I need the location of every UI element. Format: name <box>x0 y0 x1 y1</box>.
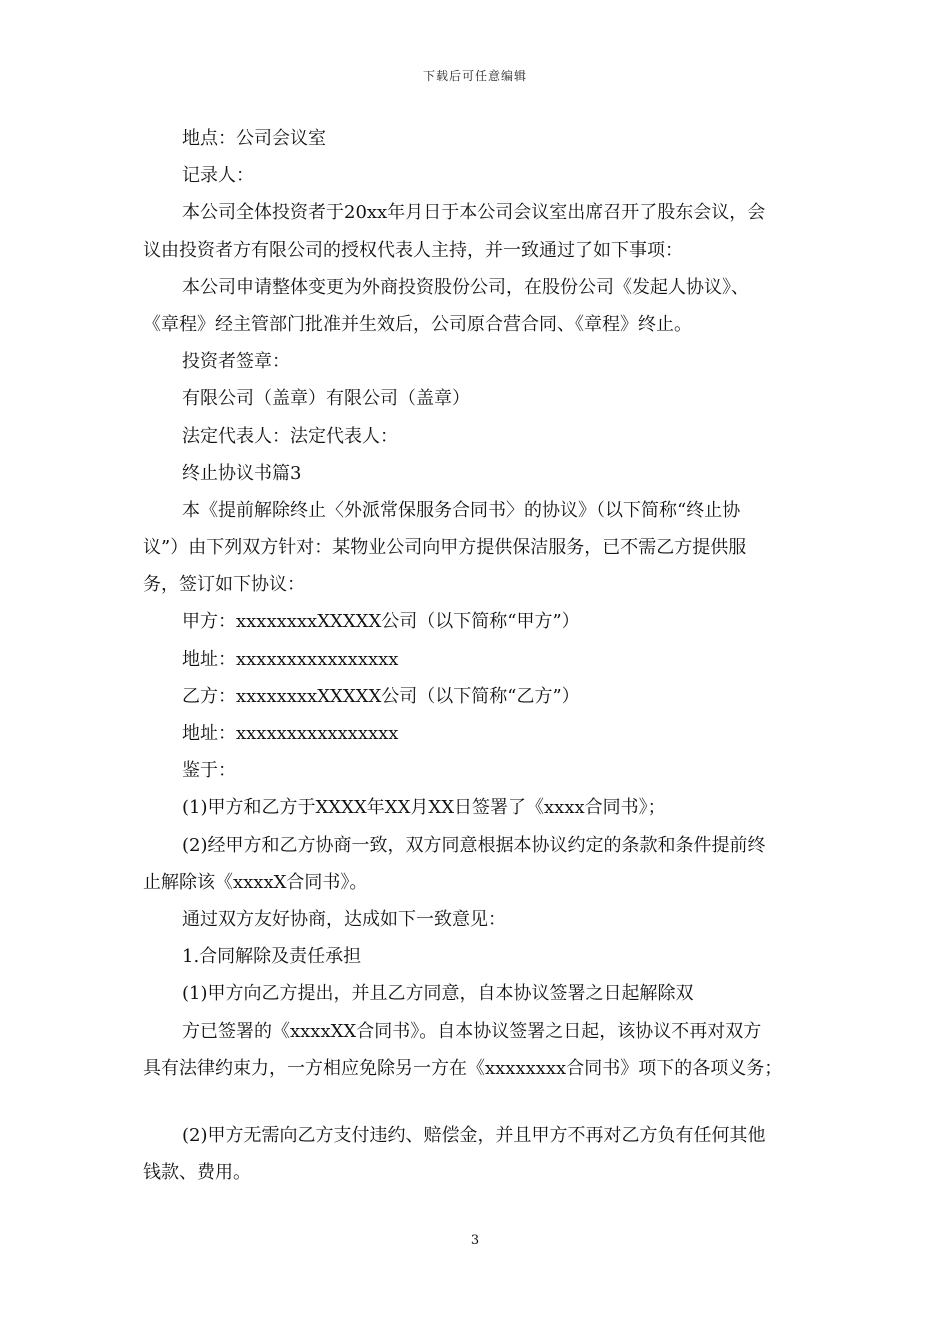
paragraph-line: 具有法律约束力，一方相应免除另一方在《xxxxxxxx合同书》项下的各项义务； <box>143 1057 783 1079</box>
party-a-line: 甲方：xxxxxxxxXXXXX公司（以下简称“甲方”） <box>182 611 580 633</box>
party-b-line: 乙方：xxxxxxxxXXXXX公司（以下简称“乙方”） <box>182 685 580 707</box>
document-body <box>143 120 807 1191</box>
paragraph-line: 议由投资者方有限公司的授权代表人主持，并一致通过了如下事项： <box>143 239 683 261</box>
paragraph-line: (1)甲方和乙方于XXXX年XX月XX日签署了《xxxx合同书》； <box>182 797 666 819</box>
section-heading: 终止协议书篇3 <box>182 462 302 484</box>
party-a-address: 地址：xxxxxxxxxxxxxxxx <box>182 648 399 670</box>
paragraph-line: 本公司申请整体变更为外商投资股份公司，在股份公司《发起人协议》、 <box>182 276 749 298</box>
paragraph-line: 鉴于： <box>182 760 236 782</box>
paragraph-line: (2)经甲方和乙方协商一致，双方同意根据本协议约定的条款和条件提前终 <box>182 834 766 856</box>
paragraph-line: 钱款、费用。 <box>143 1162 251 1184</box>
paragraph-line: 务，签订如下协议： <box>143 574 305 596</box>
clause-heading: 1.合同解除及责任承担 <box>182 946 362 968</box>
paragraph-line: 有限公司（盖章）有限公司（盖章） <box>182 388 470 410</box>
paragraph-line: 议”）由下列双方针对：某物业公司向甲方提供保洁服务，已不需乙方提供服 <box>143 537 747 559</box>
paragraph-line: 本《提前解除终止〈外派常保服务合同书〉的协议》（以下简称“终止协 <box>182 499 741 521</box>
paragraph-line: 本公司全体投资者于20xx年月日于本公司会议室出席召开了股东会议，会 <box>182 202 766 224</box>
paragraph-line: (2)甲方无需向乙方支付违约、赔偿金，并且甲方不再对乙方负有任何其他 <box>182 1124 766 1146</box>
paragraph-line: 《章程》经主管部门批准并生效后，公司原合营合同、《章程》终止。 <box>143 313 692 335</box>
paragraph-line: 地点：公司会议室 <box>182 128 326 149</box>
paragraph-spacer <box>143 1087 807 1117</box>
paragraph-line: 通过双方友好协商，达成如下一致意见： <box>182 908 506 930</box>
page-number: 3 <box>470 1233 480 1248</box>
party-b-address: 地址：xxxxxxxxxxxxxxxx <box>182 723 399 744</box>
paragraph-line: (1)甲方向乙方提出，并且乙方同意，自本协议签署之日起解除双 <box>182 983 694 1005</box>
paragraph-line: 止解除该《xxxxX合同书》。 <box>143 871 368 893</box>
paragraph-line: 记录人： <box>182 165 254 187</box>
page-header-note: 下载后可任意编辑 <box>422 69 527 83</box>
paragraph-line: 投资者签章： <box>182 351 290 373</box>
paragraph-line: 法定代表人：法定代表人： <box>182 425 398 447</box>
paragraph-line: 方已签署的《xxxxXX合同书》。自本协议签署之日起，该协议不再对双方 <box>182 1020 762 1042</box>
